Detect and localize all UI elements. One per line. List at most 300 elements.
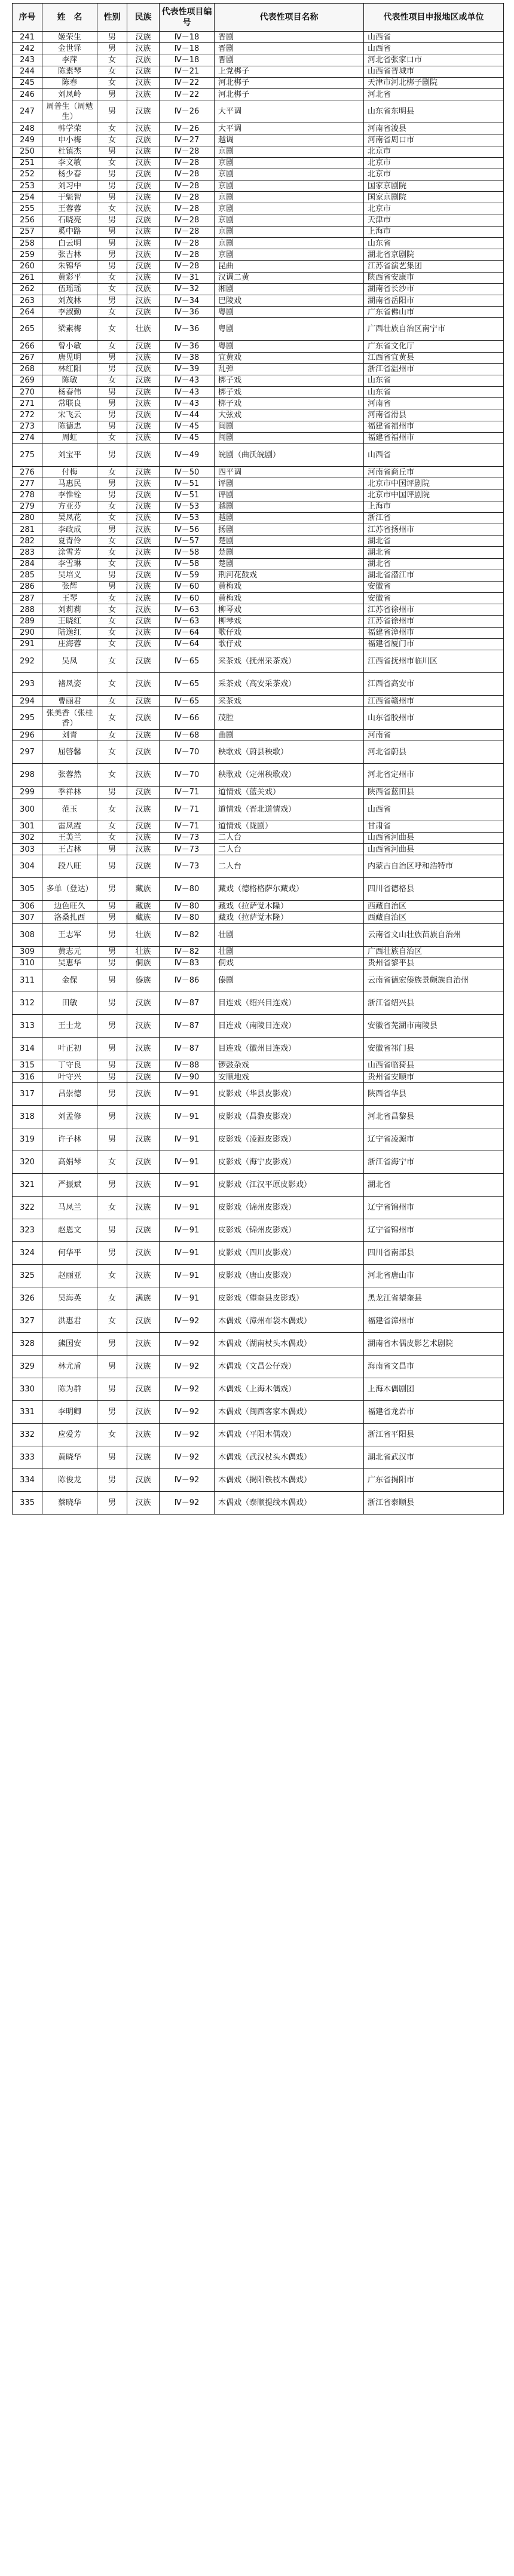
cell-project-code: Ⅳ－49 <box>160 444 215 467</box>
cell-gender: 女 <box>97 650 127 673</box>
cell-gender: 男 <box>97 180 127 192</box>
cell-declaring-region: 浙江省温州市 <box>364 363 504 375</box>
cell-serial-number: 286 <box>13 581 42 592</box>
table-row <box>13 180 504 192</box>
cell-declaring-region: 湖南省木偶皮影艺术剧院 <box>364 1333 504 1356</box>
cell-declaring-region: 福建省福州市 <box>364 432 504 443</box>
cell-ethnicity: 汉族 <box>127 272 160 283</box>
cell-serial-number: 332 <box>13 1424 42 1446</box>
cell-project-code: Ⅳ－83 <box>160 957 215 969</box>
cell-ethnicity: 汉族 <box>127 570 160 581</box>
cell-project-name: 乱弹 <box>215 363 364 375</box>
table-row <box>13 467 504 478</box>
table-header <box>13 4 504 32</box>
cell-project-code: Ⅳ－71 <box>160 787 215 798</box>
cell-declaring-region: 安徽省芜湖市南陵县 <box>364 1014 504 1037</box>
cell-gender: 男 <box>97 901 127 912</box>
cell-gender: 男 <box>97 88 127 100</box>
cell-serial-number: 301 <box>13 821 42 832</box>
table-row <box>13 1265 504 1287</box>
cell-ethnicity: 汉族 <box>127 1424 160 1446</box>
cell-serial-number: 265 <box>13 318 42 341</box>
cell-name: 曹丽君 <box>42 696 97 707</box>
cell-project-name: 采茶戏（抚州采茶戏） <box>215 650 364 673</box>
cell-declaring-region: 江苏省徐州市 <box>364 604 504 616</box>
cell-ethnicity: 汉族 <box>127 432 160 443</box>
cell-ethnicity: 汉族 <box>127 444 160 467</box>
cell-gender: 女 <box>97 1287 127 1310</box>
cell-name: 张辉 <box>42 581 97 592</box>
cell-name: 林尤盾 <box>42 1356 97 1378</box>
cell-declaring-region: 河南省滑县 <box>364 409 504 421</box>
cell-ethnicity: 侗族 <box>127 957 160 969</box>
cell-serial-number: 313 <box>13 1014 42 1037</box>
cell-serial-number: 335 <box>13 1492 42 1515</box>
cell-project-code: Ⅳ－80 <box>160 912 215 923</box>
cell-gender: 女 <box>97 123 127 134</box>
cell-gender: 男 <box>97 489 127 501</box>
cell-project-name: 藏戏（拉萨觉木隆） <box>215 912 364 923</box>
cell-gender: 女 <box>97 536 127 547</box>
cell-declaring-region: 广东省揭阳市 <box>364 1469 504 1492</box>
cell-gender: 男 <box>97 969 127 992</box>
table-row <box>13 238 504 249</box>
table-row <box>13 398 504 409</box>
cell-name: 范玉 <box>42 798 97 821</box>
cell-ethnicity: 壮族 <box>127 923 160 946</box>
cell-name: 姬荣生 <box>42 32 97 43</box>
cell-project-name: 道情戏（陇剧） <box>215 821 364 832</box>
cell-gender: 男 <box>97 1333 127 1356</box>
cell-gender: 男 <box>97 444 127 467</box>
cell-serial-number: 304 <box>13 855 42 878</box>
cell-serial-number: 291 <box>13 638 42 650</box>
cell-gender: 女 <box>97 821 127 832</box>
cell-declaring-region: 上海木偶剧团 <box>364 1378 504 1401</box>
cell-project-code: Ⅳ－82 <box>160 923 215 946</box>
cell-project-code: Ⅳ－71 <box>160 798 215 821</box>
cell-project-name: 河北梆子 <box>215 88 364 100</box>
cell-gender: 女 <box>97 272 127 283</box>
table-row <box>13 43 504 54</box>
cell-ethnicity: 汉族 <box>127 238 160 249</box>
cell-gender: 男 <box>97 581 127 592</box>
cell-serial-number: 258 <box>13 238 42 249</box>
cell-project-code: Ⅳ－87 <box>160 992 215 1014</box>
table-row <box>13 558 504 570</box>
cell-project-code: Ⅳ－80 <box>160 878 215 901</box>
cell-ethnicity: 壮族 <box>127 946 160 957</box>
cell-ethnicity: 汉族 <box>127 673 160 696</box>
table-row <box>13 878 504 901</box>
cell-gender: 男 <box>97 169 127 180</box>
cell-project-name: 二人台 <box>215 855 364 878</box>
cell-project-code: Ⅳ－92 <box>160 1310 215 1333</box>
cell-project-name: 粤剧 <box>215 318 364 341</box>
table-row <box>13 901 504 912</box>
cell-project-name: 黄梅戏 <box>215 581 364 592</box>
cell-project-code: Ⅳ－58 <box>160 558 215 570</box>
table-row <box>13 146 504 157</box>
cell-project-name: 京剧 <box>215 169 364 180</box>
cell-project-code: Ⅳ－28 <box>160 157 215 169</box>
cell-project-code: Ⅳ－91 <box>160 1287 215 1310</box>
cell-gender: 男 <box>97 1219 127 1242</box>
table-row <box>13 192 504 203</box>
table-row <box>13 341 504 352</box>
cell-project-name: 秧歌戏（定州秧歌戏） <box>215 764 364 787</box>
cell-project-name: 梆子戏 <box>215 387 364 398</box>
cell-name: 黄彩平 <box>42 272 97 283</box>
cell-declaring-region: 云南省德宏傣族景颇族自治州 <box>364 969 504 992</box>
cell-name: 周普生（周勉生） <box>42 100 97 123</box>
cell-gender: 男 <box>97 1492 127 1515</box>
cell-gender: 女 <box>97 593 127 604</box>
cell-gender: 男 <box>97 1446 127 1469</box>
cell-name: 王志军 <box>42 923 97 946</box>
cell-gender: 女 <box>97 707 127 730</box>
cell-gender: 男 <box>97 192 127 203</box>
cell-name: 褚凤姿 <box>42 673 97 696</box>
table-row <box>13 1356 504 1378</box>
cell-declaring-region: 陕西省蓝田县 <box>364 787 504 798</box>
inheritor-list-table-container <box>12 3 503 1515</box>
cell-project-name: 京剧 <box>215 146 364 157</box>
cell-project-name: 京剧 <box>215 215 364 226</box>
cell-ethnicity: 汉族 <box>127 547 160 558</box>
table-row <box>13 272 504 283</box>
cell-project-name: 安顺地戏 <box>215 1072 364 1083</box>
table-row <box>13 593 504 604</box>
cell-gender: 女 <box>97 1424 127 1446</box>
cell-project-code: Ⅳ－36 <box>160 318 215 341</box>
table-row <box>13 1219 504 1242</box>
table-row <box>13 843 504 855</box>
cell-name: 熊国安 <box>42 1333 97 1356</box>
cell-ethnicity: 汉族 <box>127 398 160 409</box>
cell-ethnicity: 汉族 <box>127 512 160 524</box>
table-row <box>13 66 504 77</box>
table-row <box>13 741 504 764</box>
cell-project-name: 荆河花鼓戏 <box>215 570 364 581</box>
table-row <box>13 54 504 66</box>
cell-ethnicity: 汉族 <box>127 123 160 134</box>
table-row <box>13 1037 504 1060</box>
cell-serial-number: 263 <box>13 295 42 306</box>
cell-gender: 女 <box>97 730 127 741</box>
cell-name: 刘茂林 <box>42 295 97 306</box>
cell-project-code: Ⅳ－92 <box>160 1356 215 1378</box>
cell-project-code: Ⅳ－82 <box>160 946 215 957</box>
table-row <box>13 1106 504 1128</box>
cell-gender: 男 <box>97 843 127 855</box>
cell-name: 李萍 <box>42 54 97 66</box>
table-row <box>13 1083 504 1106</box>
cell-gender: 男 <box>97 249 127 261</box>
cell-gender: 女 <box>97 627 127 638</box>
cell-ethnicity: 汉族 <box>127 650 160 673</box>
cell-project-code: Ⅳ－71 <box>160 821 215 832</box>
cell-project-name: 道情戏（蓝关戏） <box>215 787 364 798</box>
cell-project-code: Ⅳ－65 <box>160 673 215 696</box>
cell-ethnicity: 汉族 <box>127 352 160 363</box>
cell-declaring-region: 福建省漳州市 <box>364 627 504 638</box>
table-row <box>13 1333 504 1356</box>
cell-project-code: Ⅳ－53 <box>160 501 215 512</box>
cell-project-code: Ⅳ－28 <box>160 169 215 180</box>
cell-ethnicity: 汉族 <box>127 467 160 478</box>
cell-project-name: 晋剧 <box>215 32 364 43</box>
cell-serial-number: 294 <box>13 696 42 707</box>
cell-project-code: Ⅳ－60 <box>160 581 215 592</box>
cell-serial-number: 293 <box>13 673 42 696</box>
cell-project-name: 四平调 <box>215 467 364 478</box>
cell-name: 刘孟修 <box>42 1106 97 1128</box>
table-row <box>13 432 504 443</box>
cell-declaring-region: 广西壮族自治区 <box>364 946 504 957</box>
cell-ethnicity: 汉族 <box>127 100 160 123</box>
cell-declaring-region: 国家京剧院 <box>364 180 504 192</box>
cell-serial-number: 261 <box>13 272 42 283</box>
cell-serial-number: 319 <box>13 1128 42 1151</box>
cell-gender: 男 <box>97 226 127 237</box>
cell-name: 吴凤 <box>42 650 97 673</box>
cell-ethnicity: 汉族 <box>127 1060 160 1071</box>
cell-declaring-region: 山东省 <box>364 238 504 249</box>
cell-gender: 男 <box>97 957 127 969</box>
cell-project-name: 木偶戏（泰顺提线木偶戏） <box>215 1492 364 1515</box>
cell-serial-number: 307 <box>13 912 42 923</box>
cell-gender: 男 <box>97 43 127 54</box>
cell-project-code: Ⅳ－92 <box>160 1378 215 1401</box>
cell-project-name: 目连戏（徽州目连戏） <box>215 1037 364 1060</box>
cell-name: 庄海蓉 <box>42 638 97 650</box>
cell-project-code: Ⅳ－28 <box>160 215 215 226</box>
cell-gender: 女 <box>97 157 127 169</box>
cell-name: 常联良 <box>42 398 97 409</box>
cell-name: 吕崇德 <box>42 1083 97 1106</box>
cell-ethnicity: 汉族 <box>127 1106 160 1128</box>
cell-serial-number: 244 <box>13 66 42 77</box>
cell-project-code: Ⅳ－27 <box>160 134 215 146</box>
cell-project-name: 目连戏（绍兴目连戏） <box>215 992 364 1014</box>
cell-name: 洛桑扎西 <box>42 912 97 923</box>
cell-ethnicity: 汉族 <box>127 1197 160 1219</box>
cell-serial-number: 303 <box>13 843 42 855</box>
cell-declaring-region: 河北省定州市 <box>364 764 504 787</box>
cell-project-name: 楚剧 <box>215 547 364 558</box>
cell-project-name: 楚剧 <box>215 558 364 570</box>
cell-gender: 男 <box>97 215 127 226</box>
cell-project-name: 木偶戏（文昌公仔戏） <box>215 1356 364 1378</box>
cell-declaring-region: 北京市中国评剧院 <box>364 478 504 489</box>
cell-project-code: Ⅳ－65 <box>160 696 215 707</box>
cell-declaring-region: 内蒙古自治区呼和浩特市 <box>364 855 504 878</box>
cell-project-name: 京剧 <box>215 226 364 237</box>
cell-ethnicity: 汉族 <box>127 1356 160 1378</box>
cell-declaring-region: 天津市 <box>364 215 504 226</box>
cell-name: 于魁智 <box>42 192 97 203</box>
cell-declaring-region: 江苏省徐州市 <box>364 616 504 627</box>
table-row <box>13 409 504 421</box>
cell-ethnicity: 汉族 <box>127 215 160 226</box>
table-row <box>13 730 504 741</box>
cell-gender: 女 <box>97 341 127 352</box>
cell-project-code: Ⅳ－38 <box>160 352 215 363</box>
cell-project-name: 上党梆子 <box>215 66 364 77</box>
cell-name: 李明卿 <box>42 1401 97 1424</box>
header-serial-number: 序号 <box>13 4 42 32</box>
cell-name: 何华平 <box>42 1242 97 1265</box>
cell-project-name: 越剧 <box>215 501 364 512</box>
cell-project-code: Ⅳ－92 <box>160 1469 215 1492</box>
cell-name: 陆逸红 <box>42 627 97 638</box>
cell-serial-number: 317 <box>13 1083 42 1106</box>
cell-name: 李文敏 <box>42 157 97 169</box>
cell-project-code: Ⅳ－91 <box>160 1219 215 1242</box>
table-row <box>13 1424 504 1446</box>
cell-project-name: 柳琴戏 <box>215 604 364 616</box>
cell-name: 边色旺久 <box>42 901 97 912</box>
table-row <box>13 489 504 501</box>
cell-serial-number: 267 <box>13 352 42 363</box>
table-row <box>13 77 504 88</box>
cell-ethnicity: 汉族 <box>127 409 160 421</box>
cell-ethnicity: 汉族 <box>127 832 160 843</box>
cell-project-code: Ⅳ－43 <box>160 387 215 398</box>
cell-gender: 男 <box>97 923 127 946</box>
cell-project-name: 皮影戏（唐山皮影戏） <box>215 1265 364 1287</box>
cell-declaring-region: 湖北省潜江市 <box>364 570 504 581</box>
table-row <box>13 283 504 295</box>
cell-project-code: Ⅳ－64 <box>160 638 215 650</box>
cell-serial-number: 252 <box>13 169 42 180</box>
cell-project-name: 大平调 <box>215 100 364 123</box>
cell-name: 高娟琴 <box>42 1151 97 1174</box>
cell-ethnicity: 藏族 <box>127 901 160 912</box>
cell-project-code: Ⅳ－91 <box>160 1106 215 1128</box>
cell-gender: 男 <box>97 855 127 878</box>
cell-name: 夏青伶 <box>42 536 97 547</box>
cell-declaring-region: 北京市中国评剧院 <box>364 489 504 501</box>
cell-declaring-region: 福建省龙岩市 <box>364 1401 504 1424</box>
cell-declaring-region: 天津市河北梆子剧院 <box>364 77 504 88</box>
cell-gender: 女 <box>97 66 127 77</box>
cell-gender: 女 <box>97 512 127 524</box>
cell-project-code: Ⅳ－53 <box>160 512 215 524</box>
cell-project-code: Ⅳ－22 <box>160 88 215 100</box>
cell-name: 吴恵华 <box>42 957 97 969</box>
cell-serial-number: 333 <box>13 1446 42 1469</box>
cell-ethnicity: 汉族 <box>127 88 160 100</box>
cell-project-code: Ⅳ－28 <box>160 203 215 215</box>
cell-name: 刘习中 <box>42 180 97 192</box>
cell-project-name: 京剧 <box>215 203 364 215</box>
table-row <box>13 421 504 432</box>
cell-project-name: 皮影戏（四川皮影戏） <box>215 1242 364 1265</box>
cell-ethnicity: 汉族 <box>127 1128 160 1151</box>
cell-serial-number: 275 <box>13 444 42 467</box>
cell-project-name: 木偶戏（揭阳铁枝木偶戏） <box>215 1469 364 1492</box>
table-row <box>13 1014 504 1037</box>
cell-name: 段八旺 <box>42 855 97 878</box>
cell-gender: 男 <box>97 1037 127 1060</box>
cell-serial-number: 277 <box>13 478 42 489</box>
cell-project-name: 昆曲 <box>215 261 364 272</box>
cell-project-code: Ⅳ－64 <box>160 627 215 638</box>
cell-serial-number: 299 <box>13 787 42 798</box>
cell-ethnicity: 汉族 <box>127 341 160 352</box>
cell-serial-number: 256 <box>13 215 42 226</box>
table-row <box>13 707 504 730</box>
cell-gender: 女 <box>97 375 127 386</box>
cell-declaring-region: 江苏省演艺集团 <box>364 261 504 272</box>
cell-ethnicity: 藏族 <box>127 878 160 901</box>
cell-project-name: 藏戏（德格格萨尔藏戏） <box>215 878 364 901</box>
cell-declaring-region: 浙江省平阳县 <box>364 1424 504 1446</box>
table-row <box>13 1242 504 1265</box>
table-row <box>13 1469 504 1492</box>
cell-project-code: Ⅳ－34 <box>160 295 215 306</box>
cell-gender: 男 <box>97 1083 127 1106</box>
table-row <box>13 32 504 43</box>
table-row <box>13 1287 504 1310</box>
cell-name: 雷凤霞 <box>42 821 97 832</box>
cell-declaring-region: 国家京剧院 <box>364 192 504 203</box>
cell-project-code: Ⅳ－65 <box>160 650 215 673</box>
table-row <box>13 1378 504 1401</box>
cell-gender: 女 <box>97 832 127 843</box>
cell-serial-number: 249 <box>13 134 42 146</box>
cell-declaring-region: 湖北省 <box>364 558 504 570</box>
cell-gender: 男 <box>97 146 127 157</box>
cell-project-name: 藏戏（拉萨觉木隆） <box>215 901 364 912</box>
table-row <box>13 215 504 226</box>
cell-gender: 女 <box>97 1151 127 1174</box>
cell-gender: 女 <box>97 134 127 146</box>
cell-project-name: 歌仔戏 <box>215 627 364 638</box>
cell-declaring-region: 河南省 <box>364 730 504 741</box>
cell-gender: 男 <box>97 398 127 409</box>
table-row <box>13 616 504 627</box>
table-row <box>13 226 504 237</box>
cell-project-name: 二人台 <box>215 843 364 855</box>
cell-name: 金保 <box>42 969 97 992</box>
cell-serial-number: 257 <box>13 226 42 237</box>
cell-project-code: Ⅳ－51 <box>160 489 215 501</box>
cell-declaring-region: 辽宁省锦州市 <box>364 1219 504 1242</box>
cell-serial-number: 262 <box>13 283 42 295</box>
cell-ethnicity: 汉族 <box>127 375 160 386</box>
cell-name: 叶守兴 <box>42 1072 97 1083</box>
cell-project-name: 木偶戏（闽西客家木偶戏） <box>215 1401 364 1424</box>
cell-serial-number: 283 <box>13 547 42 558</box>
cell-project-code: Ⅳ－92 <box>160 1401 215 1424</box>
cell-ethnicity: 汉族 <box>127 1492 160 1515</box>
cell-gender: 男 <box>97 409 127 421</box>
cell-ethnicity: 汉族 <box>127 787 160 798</box>
table-row <box>13 1492 504 1515</box>
cell-project-code: Ⅳ－88 <box>160 1060 215 1071</box>
table-row <box>13 798 504 821</box>
cell-serial-number: 318 <box>13 1106 42 1128</box>
cell-name: 陈为群 <box>42 1378 97 1401</box>
header-ethnicity: 民族 <box>127 4 160 32</box>
cell-name: 金世铎 <box>42 43 97 54</box>
cell-gender: 女 <box>97 547 127 558</box>
cell-gender: 男 <box>97 238 127 249</box>
cell-ethnicity: 汉族 <box>127 478 160 489</box>
